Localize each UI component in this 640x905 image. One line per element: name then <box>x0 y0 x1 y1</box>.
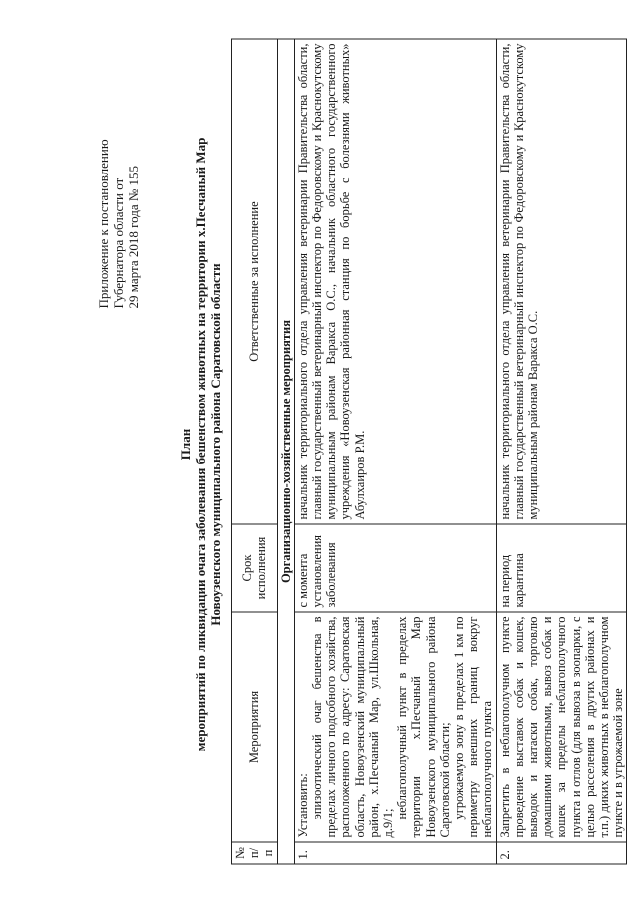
title-line-2: мероприятий по ликвидации очага заболевания бешенством животных на территории х.Песчаный Мар <box>193 137 208 752</box>
appendix-line-3: 29 марта 2018 года № 155 <box>126 165 141 309</box>
plan-table <box>231 39 627 865</box>
event-paragraph: эпизоотический очаг бешенства в пределах личного подсобного хозяйства, расположенного по адресу: Саратовская область, Новоузенский муниципальный район, х.Песчаный Мар, ул.Школьная, д.9/1; <box>310 616 396 838</box>
event-paragraph: Запретить в неблагополучном пункте проведение выставок собак и кошек, выводок и натаски собак, торговлю домашними животными, вывоз собак и кошек за пределы неблагополучного пункта и отлов (для вывоза в зоопарки, с целью расселения в других районах и т.п.) диких животных в неблагополучном пункте и в угрожаемой зоне <box>497 616 626 838</box>
appendix-note <box>96 9 141 309</box>
row-event <box>294 612 496 842</box>
row-number: 2. <box>496 842 627 864</box>
section-row <box>277 39 294 864</box>
header-num: № п/п <box>232 842 278 864</box>
header-term: Срок исполнения <box>232 524 278 612</box>
table-header-row <box>232 39 278 864</box>
event-paragraph: неблагополучный пункт в пределах территории х.Песчаный Мар Новоузенского муниципального района Саратовской области; <box>395 616 452 838</box>
event-paragraph: угрожаемую зону в пределах 1 км по периметру внешних границ вокруг неблагополучного пункта <box>452 616 495 838</box>
row-number: 1. <box>294 842 496 864</box>
header-event: Мероприятия <box>232 612 278 842</box>
header-responsible: Ответственные за исполнение <box>232 39 278 524</box>
appendix-line-2: Губернатора области от <box>111 177 126 309</box>
document-title <box>178 95 223 795</box>
appendix-line-1: Приложение к постановлению <box>96 139 111 309</box>
event-intro: Установить: <box>295 773 310 838</box>
section-title: Организационно-хозяйственные мероприятия <box>277 39 294 864</box>
row-responsible: начальник территориального отдела управления ветеринарии Правительства области, главный государственный ветеринарный инспектор по Федоровскому и Краснокутскому муниципальным районам Варакса О.С. <box>496 39 627 524</box>
title-line-1: План <box>178 428 193 461</box>
row-event <box>496 612 627 842</box>
table-row <box>496 39 627 864</box>
row-term: с момента установления заболевания <box>294 524 496 612</box>
row-responsible: начальник территориального отдела управления ветеринарии Правительства области, главный государственный ветеринарный инспектор по Федоровскому и Краснокутскому муниципальным районам Варакса О.С., начальник областного государственного учреждения «Новоузенская районная станция по борьбе с болезнями животных» Абулхаиров Р.М. <box>294 39 496 524</box>
title-line-3: Новоузенского муниципального района Саратовской области <box>208 263 223 626</box>
row-term: на период карантина <box>496 524 627 612</box>
table-row <box>294 39 496 864</box>
